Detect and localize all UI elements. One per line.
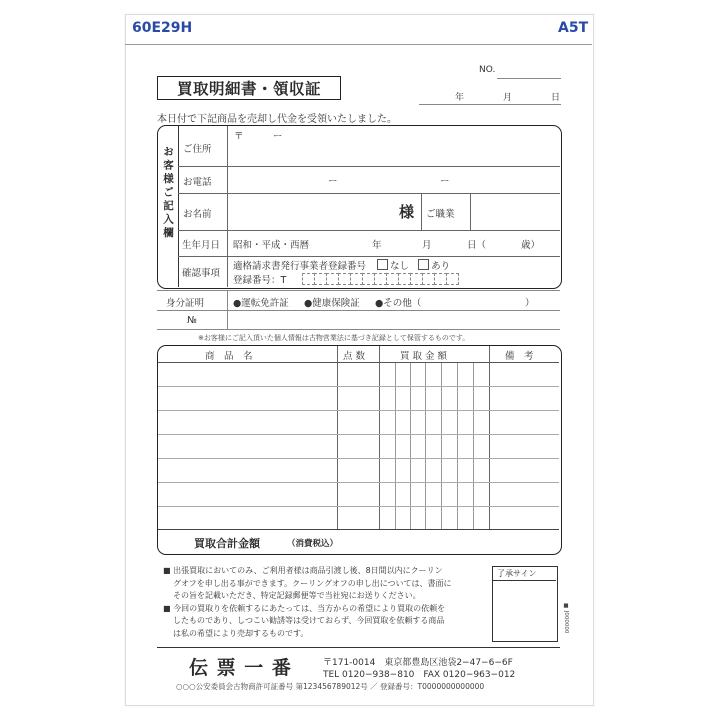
product-code: 60E29H [132, 20, 193, 36]
invoice-text: 適格請求書発行事業者登録番号 [233, 261, 367, 272]
consent-label: 了承サイン [497, 569, 537, 578]
total-line [158, 529, 559, 530]
occupation-field[interactable] [473, 196, 558, 228]
table-row[interactable] [158, 482, 559, 483]
yes-checkbox[interactable] [418, 259, 429, 270]
none-option: なし [390, 261, 410, 272]
label-divider [227, 126, 228, 287]
customer-side-label: お客様ご記入欄 [162, 146, 174, 241]
statement-text: 本日付で下記商品を売却し代金を受領いたしました。 [157, 114, 397, 125]
note-2-line: 今回の買取りを依頼するにあたっては、当方からの希望により買取の依頼を [173, 603, 446, 613]
size-code: A5T [558, 20, 589, 36]
era-options[interactable]: 昭和・平成・西暦 [233, 240, 310, 251]
occupation-divider [470, 193, 471, 230]
address-field[interactable] [230, 140, 558, 164]
reg-label: 登録番号：T [233, 275, 287, 286]
date-month-label: 月 [503, 93, 513, 103]
phone-dash-1: ー [328, 176, 338, 187]
id-number-label: № [187, 315, 197, 326]
col-line [379, 346, 380, 529]
phone-dash-2: ー [440, 176, 450, 187]
consent-divider [492, 580, 556, 581]
col-line [337, 346, 338, 529]
table-row[interactable] [158, 458, 559, 459]
digit-line [457, 362, 458, 529]
birth-month-label: 月 [422, 240, 432, 251]
birth-label: 生年月日 [182, 240, 221, 251]
id-top-line [157, 290, 560, 291]
id-number-field[interactable] [230, 312, 558, 327]
table-row[interactable] [158, 434, 559, 435]
total-note: （消費税込） [287, 539, 339, 549]
occupation-label: ご職業 [426, 209, 455, 220]
total-amount-field[interactable] [380, 531, 488, 551]
header-line [158, 362, 559, 363]
phone-label: お電話 [183, 177, 212, 188]
name-label: お名前 [183, 209, 212, 220]
side-divider [178, 126, 179, 287]
age-label: 歳） [521, 240, 541, 251]
items-table [157, 345, 562, 555]
occupation-divider [421, 193, 422, 230]
id-mid-line [157, 310, 560, 311]
date-field[interactable] [419, 104, 561, 105]
header-divider [125, 44, 592, 45]
note-2-line: したものであり、しつこい勧誘等は受けておらず、今回買取を依頼する商品 [173, 616, 445, 625]
id-divider [227, 290, 228, 329]
notes-block [163, 565, 488, 640]
digit-line [425, 362, 426, 529]
birth-year-label: 年 [372, 240, 382, 251]
note-1-line: グオフを申し出る事ができます。クーリングオフの申し出については、書面に [173, 578, 452, 588]
form-title: 買取明細書・領収証 [157, 76, 341, 100]
name-field[interactable] [230, 196, 395, 228]
id-label: 身分証明 [166, 298, 205, 309]
row-line [178, 166, 560, 167]
header-product: 商 品 名 [205, 351, 253, 362]
birth-day-label: 日（ [467, 240, 487, 251]
total-label: 買取合計金額 [194, 537, 260, 550]
header-amount: 買 取 金 額 [400, 351, 448, 362]
row-line [178, 230, 560, 231]
bullet: ■ [163, 603, 171, 613]
note-2 [163, 603, 488, 616]
note-1 [163, 565, 488, 578]
digit-line [410, 362, 411, 529]
none-checkbox[interactable] [377, 259, 388, 270]
postal-mark: 〒 [234, 131, 244, 142]
number-field[interactable] [497, 78, 561, 79]
note-1-line: 出張買取においてのみ、ご利用者様は商品引渡し後、8日間以内にクーリン [173, 566, 443, 575]
privacy-note: ※お客様にご記入頂いた個人情報は古物営業法に基づき記録として保管するものです。 [198, 334, 470, 342]
digit-line [441, 362, 442, 529]
confirm-label: 確認事項 [182, 268, 221, 279]
col-line [489, 346, 490, 529]
company-name: 伝 票 一 番 [189, 657, 292, 679]
table-row[interactable] [158, 506, 559, 507]
table-row[interactable] [158, 386, 559, 387]
address-label: ご住所 [183, 144, 212, 155]
company-address: 〒171-0014 東京都豊島区池袋2−47−6−6F [323, 658, 513, 668]
id-bottom-line [157, 329, 560, 330]
note-1-line: その旨を記載いただき、特定記録郵便等で当社宛にお送りください。 [173, 591, 421, 600]
company-license: ○○○公安委員会古物商許可証番号 第123456789012号 ／ 登録番号：T0000000000000 [176, 682, 485, 691]
digit-line [395, 362, 396, 529]
date-day-label: 日 [551, 93, 561, 103]
invoice-line [233, 258, 450, 272]
row-line [178, 193, 560, 194]
header-remarks: 備 考 [505, 351, 534, 362]
row-line [178, 256, 560, 257]
table-row[interactable] [158, 410, 559, 411]
honorific-label: 様 [399, 203, 415, 221]
company-phones: TEL 0120−938−810 FAX 0120−963−012 [323, 670, 516, 680]
phone-field[interactable] [230, 168, 558, 192]
date-year-label: 年 [455, 93, 465, 103]
reg-digit-cell[interactable] [446, 273, 459, 285]
side-code: ■ J000000 [563, 603, 569, 634]
id-option-other[interactable]: ●その他（ [375, 298, 422, 309]
header-quantity: 点 数 [343, 351, 366, 362]
bullet: ■ [163, 566, 171, 575]
number-label: NO. [479, 65, 496, 75]
id-option-license[interactable]: ●運転免許証 [233, 298, 289, 309]
digit-line [473, 362, 474, 529]
note-2-line: は私の希望により売却するものです。 [173, 628, 309, 638]
postal-dash: ー [273, 131, 283, 142]
id-option-insurance[interactable]: ●健康保険証 [304, 298, 360, 309]
id-option-close: ） [525, 298, 535, 309]
yes-option: あり [431, 261, 451, 272]
footer-divider [157, 647, 560, 648]
